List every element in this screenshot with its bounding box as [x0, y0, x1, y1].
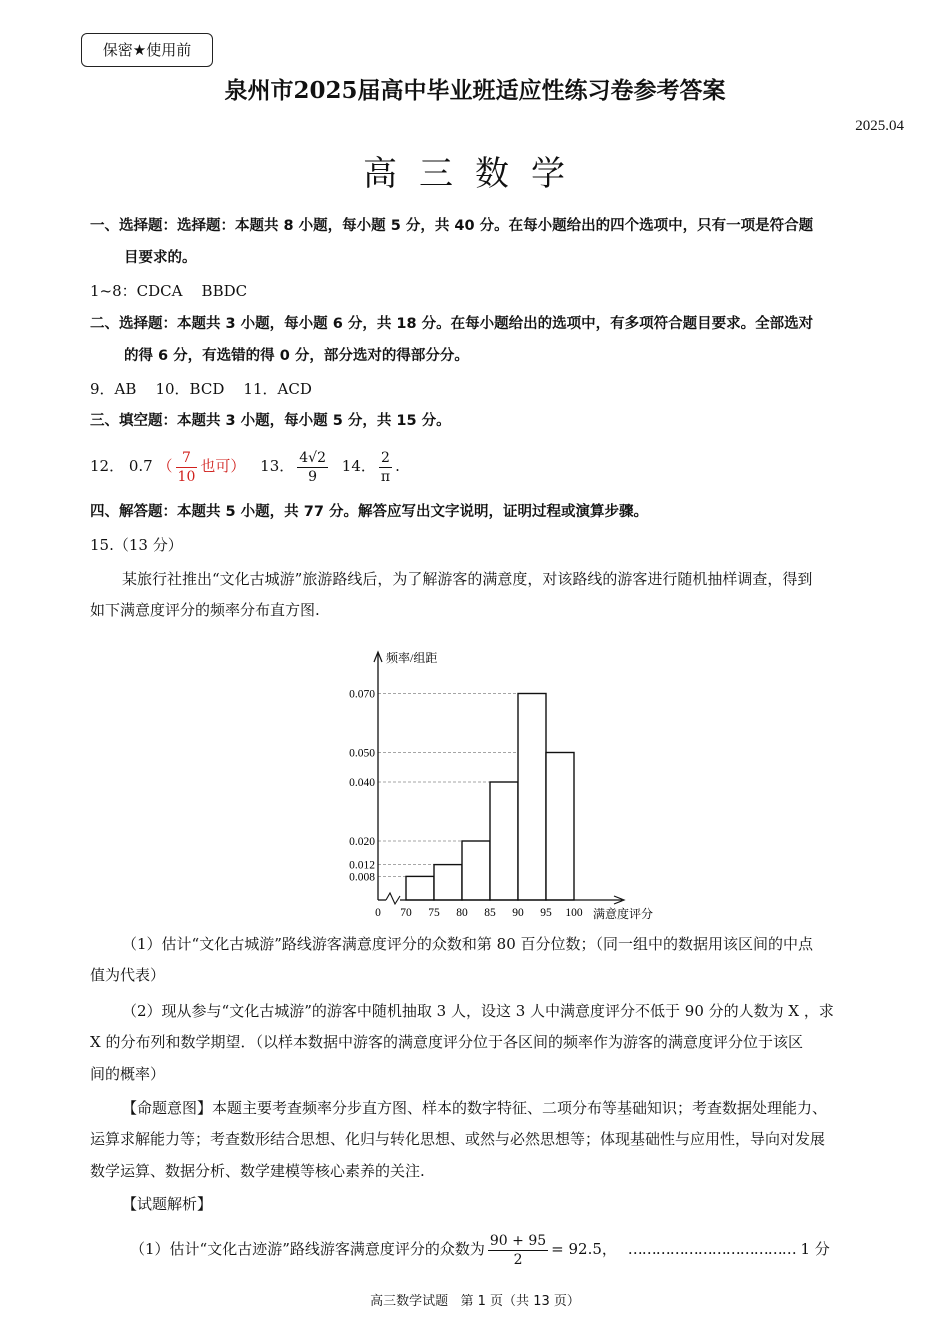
section1-answers: 1~8：CDCA BBDC [90, 282, 248, 300]
histogram-bar-80-85 [462, 841, 490, 900]
q15-intent-line2: 运算求解能力等；考查数形结合思想、化归与转化思想、或然与必然思想等；体现基础性与应用性，导向对发展 [90, 1130, 826, 1148]
q15-intro-line1: 某旅行社推出“文化古城游”旅游路线后，为了解游客的满意度，对该路线的游客进行随机抽样调查，得到 [122, 570, 813, 588]
histogram-bar-90-95 [518, 694, 546, 901]
sol1-prefix: （1）估计“文化古迹游”路线游客满意度评分的众数为 [130, 1240, 485, 1258]
y-axis-label: 频率/组距 [386, 651, 438, 665]
x-tick-label-1: 75 [428, 907, 440, 919]
section2-heading-line2: 的得 6 分，有选错的得 0 分，部分选对的得部分分。 [124, 348, 469, 364]
y-tick-label-5: 0.070 [349, 688, 375, 701]
y-tick-label-4: 0.050 [349, 747, 375, 760]
q12-answer: 0.7 [128, 457, 153, 475]
q15-label: 15.（13 分） [90, 536, 183, 554]
histogram-bar-85-90 [490, 782, 518, 900]
section1-heading-line2: 目要求的。 [124, 250, 197, 266]
q15-intent-line3: 数学运算、数据分析、数学建模等核心素养的关注. [90, 1162, 425, 1180]
x-axis-label: 满意度评分 [593, 907, 654, 921]
q15-intro-line2: 如下满意度评分的频率分布直方图. [90, 601, 320, 619]
section3-heading: 三、填空题：本题共 3 小题，每小题 5 分，共 15 分。 [90, 413, 451, 429]
q15-part2-line1: （2）现从参与“文化古城游”的游客中随机抽取 3 人，设这 3 人中满意度评分不低于 90 分的人数为 X ，求 [122, 1002, 834, 1020]
q14-end: . [395, 457, 400, 475]
q14-label: 14． [341, 457, 376, 475]
histogram-chart [330, 640, 680, 925]
x-tick-label-6: 100 [565, 907, 583, 919]
sol1-suffix: = 92.5， [551, 1240, 617, 1258]
section2-answers: 9．AB 10．BCD 11．ACD [90, 380, 312, 398]
subject-title: 高三数学 [363, 154, 587, 194]
q15-solution1 [130, 1224, 830, 1274]
q15-intent-line1: 【命题意图】本题主要考查频率分步直方图、样本的数字特征、二项分布等基础知识；考查数据处理能力、 [122, 1099, 828, 1117]
q15-part2-line3: 间的概率） [90, 1065, 166, 1083]
histogram-bar-70-75 [406, 876, 434, 900]
q12-alt-fraction: $\frac{7}{10}$ [177, 449, 196, 485]
q15-part1-line2: 值为代表） [90, 966, 166, 984]
page-title: 泉州市2025届高中毕业班适应性练习卷参考答案 [224, 77, 726, 104]
q12-alt-open: （ [157, 457, 173, 475]
q15-analysis-label: 【试题解析】 [122, 1195, 213, 1213]
sol1-dots: ……………………………… [627, 1240, 796, 1258]
y-tick-label-0: 0.008 [349, 871, 375, 884]
q13-fraction: $\frac{4√2}{9}$ [299, 449, 326, 485]
histogram-bar-75-80 [434, 865, 462, 900]
x-tick-label-3: 85 [484, 907, 496, 919]
q12-label: 12． [90, 457, 125, 475]
exam-date: 2025.04 [855, 118, 904, 134]
confidential-stamp: 保密★使用前 [81, 33, 213, 67]
origin-label: 0 [375, 907, 381, 919]
section1-heading-line1: 一、选择题：选择题：本题共 8 小题，每小题 5 分，共 40 分。在每小题给出的四个选项中，只有一项是符合题 [90, 218, 814, 234]
q12-alt-text: 也可） [200, 457, 246, 475]
q15-part1-line1: （1）估计“文化古城游”路线游客满意度评分的众数和第 80 百分位数；（同一组中的数据用该区间的中点 [122, 935, 814, 953]
q15-part2-line2: X 的分布列和数学期望．（以样本数据中游客的满意度评分位于各区间的频率作为游客的满意度评分位于该区 [90, 1033, 803, 1051]
chart-bars [406, 694, 574, 901]
q14-fraction: $\frac{2}{\pi}$ [380, 449, 391, 485]
sol1-score: 1 分 [800, 1240, 830, 1258]
section4-heading: 四、解答题：本题共 5 小题，共 77 分。解答应写出文字说明，证明过程或演算步骤。 [90, 504, 648, 520]
section2-heading-line1: 二、选择题：本题共 3 小题，每小题 6 分，共 18 分。在每小题给出的选项中，有多项符合题目要求。全部选对 [90, 316, 814, 332]
page-footer: 高三数学试题 第 1 页（共 13 页） [370, 1294, 580, 1309]
section3-answers [90, 444, 400, 488]
x-tick-label-0: 70 [400, 907, 412, 919]
histogram-bar-95-100 [546, 753, 574, 901]
x-tick-label-2: 80 [456, 907, 468, 919]
y-tick-label-2: 0.020 [349, 836, 375, 848]
sol1-fraction: $\frac{90 + 95}{2}$ [489, 1232, 547, 1268]
x-tick-label-4: 90 [512, 907, 524, 919]
x-tick-label-5: 95 [540, 907, 552, 919]
y-tick-label-3: 0.040 [349, 777, 375, 789]
y-tick-label-1: 0.012 [349, 859, 375, 872]
x-axis-break [386, 893, 400, 904]
q13-label: 13． [260, 457, 295, 475]
